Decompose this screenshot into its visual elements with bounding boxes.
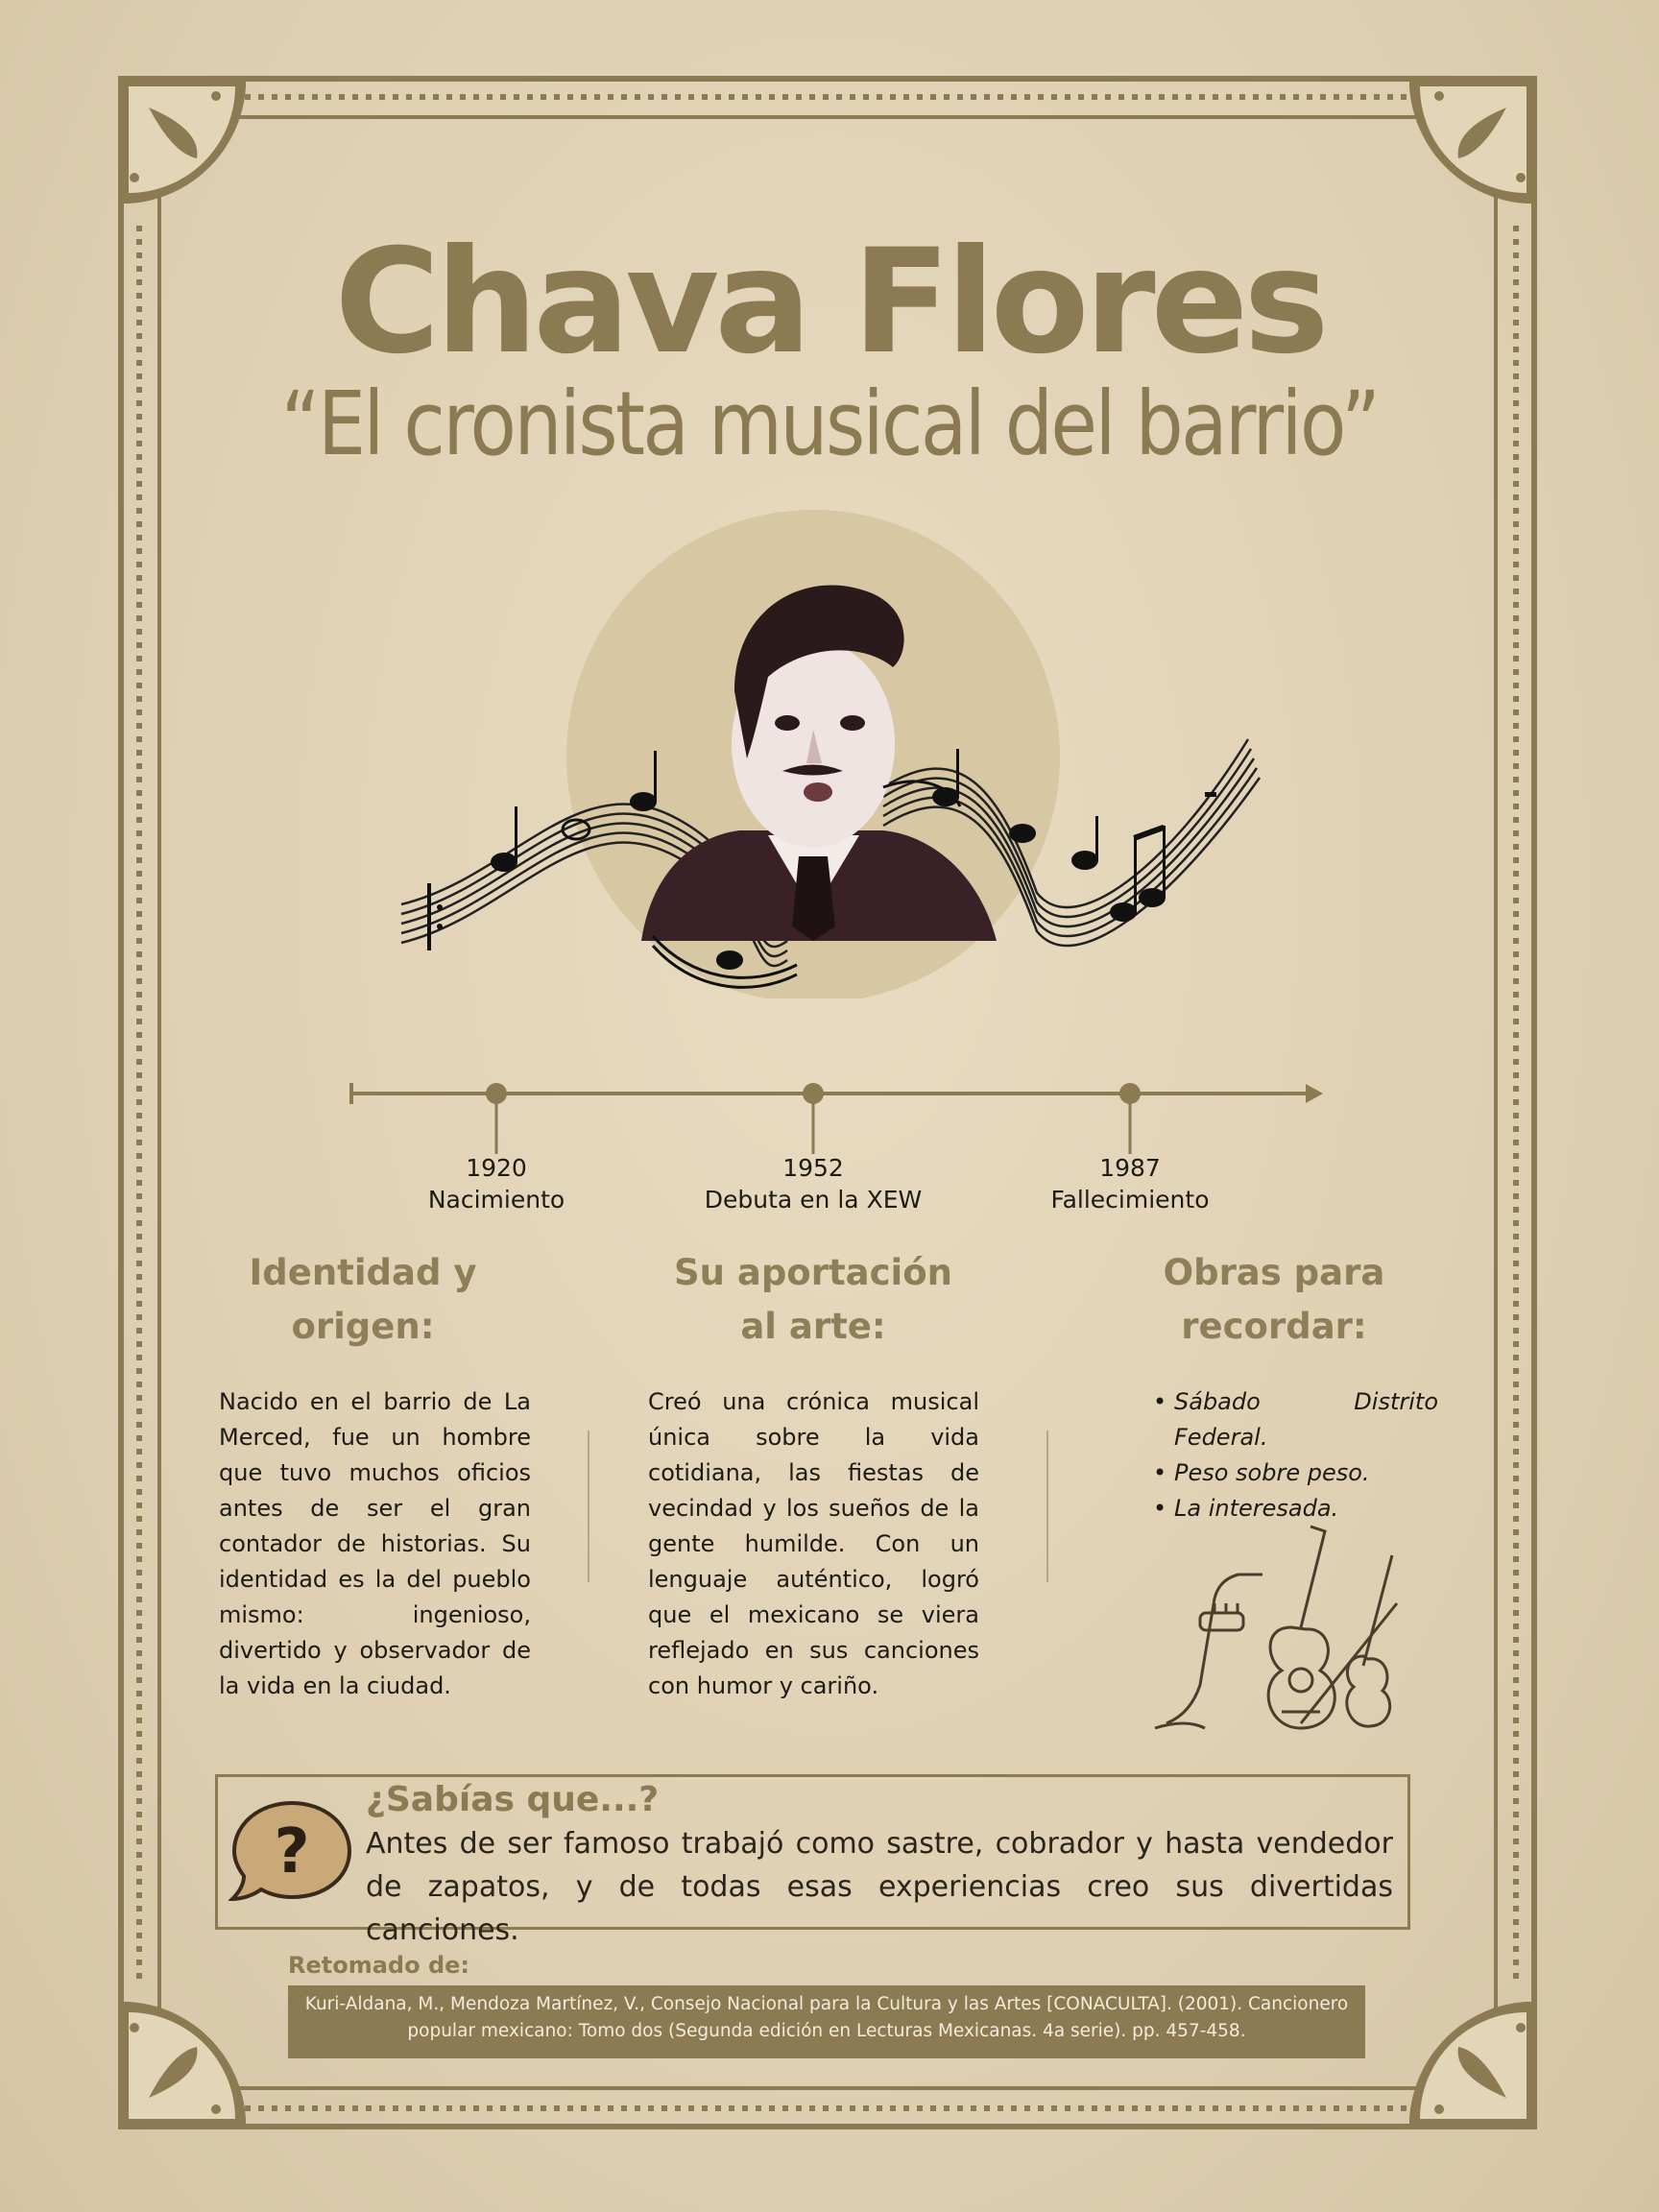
heading-line: origen: [291, 1306, 435, 1347]
fact-title: ¿Sabías que...? [366, 1780, 660, 1819]
contribution-text: Creó una crónica musical única sobre la vida cotidiana, las fiestas de vecindad y los sueños de la gente humilde. Con un lenguaje auténtico, logró que el mexicano se viera reflejado en sus canciones con humor y cariño. [648, 1388, 979, 1699]
fact-text: Antes de ser famoso trabajó como sastre, cobrador y hasta vendedor de zapatos, y de todas esas experiencias creo sus divertidas canciones. [366, 1827, 1393, 1947]
list-item: • La interesada. [1174, 1491, 1438, 1527]
timeline-item [352, 1152, 640, 1215]
timeline-year: 1920 [466, 1154, 527, 1182]
heading-line: Su aportación [673, 1252, 953, 1293]
timeline-event: Debuta en la XEW [704, 1186, 923, 1214]
timeline-year: 1987 [1099, 1154, 1161, 1182]
timeline-event: Fallecimiento [1050, 1186, 1210, 1214]
identity-text: Nacido en el barrio de La Merced, fue un hombre que tuvo muchos oficios antes de ser el gran contador de historias. Su identidad es la del pueblo mismo: ingenioso, divertido y observador de la vida en la ciudad. [219, 1388, 531, 1699]
source-label: Retomado de: [288, 1952, 469, 1979]
timeline-year: 1952 [782, 1154, 844, 1182]
svg-text:?: ? [274, 1816, 310, 1887]
works-list [1157, 1384, 1438, 1527]
page-title: Chava Flores [334, 219, 1325, 386]
column-divider [588, 1431, 589, 1582]
heading-line: al arte: [740, 1306, 886, 1347]
works-heading [1111, 1246, 1437, 1354]
heading-line: recordar: [1181, 1306, 1367, 1347]
timeline-graphic [346, 1066, 1325, 1162]
question-bubble-icon [228, 1797, 355, 1905]
instruments-icon [1147, 1522, 1416, 1738]
timeline-item [669, 1152, 957, 1215]
timeline-event: Nacimiento [427, 1186, 565, 1214]
contribution-heading [650, 1246, 976, 1354]
timeline-item [986, 1152, 1274, 1215]
heading-line: Obras para [1163, 1252, 1385, 1293]
heading-line: Identidad y [249, 1252, 477, 1293]
musical-staff-portrait [384, 499, 1286, 998]
list-item: • Peso sobre peso. [1174, 1455, 1438, 1491]
identity-heading [200, 1246, 526, 1354]
list-item: • Sábado Distrito Federal. [1174, 1384, 1438, 1455]
source-citation: Kuri-Aldana, M., Mendoza Martínez, V., Consejo Nacional para la Cultura y las Artes [CONACULTA]. (2001). Cancionero popular mexicano: Tomo dos (Segunda edición en Lecturas Mexicanas. 4a serie). pp. 457-458. [304, 1994, 1349, 2041]
column-divider [1046, 1431, 1048, 1582]
page-subtitle: “El cronista musical del barrio” [280, 373, 1379, 475]
